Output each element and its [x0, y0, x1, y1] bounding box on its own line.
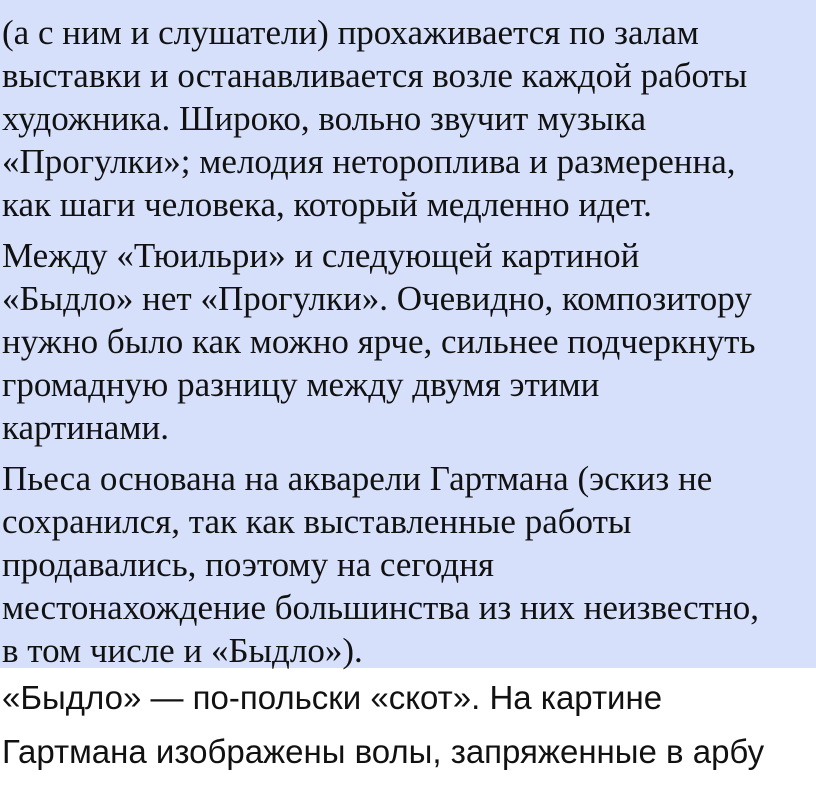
paragraph-hartmann-watercolor [2, 457, 759, 672]
paragraph-walk-description [2, 11, 747, 226]
text-line: Пьеса основана на акварели Гартмана (эскиз не [2, 459, 713, 498]
text-line: художника. Широко, вольно звучит музыка [2, 99, 647, 138]
text-line: продавались, поэтому на сегодня [2, 545, 495, 584]
text-line: «Быдло» — по-польски «скот». На картине [2, 679, 663, 716]
text-line: в том числе и «Быдло»). [2, 631, 363, 670]
text-line: нужно было как можно ярче, сильнее подчеркнуть [2, 322, 756, 361]
text-line: выставки и останавливается возле каждой работы [2, 56, 748, 95]
text-line: «Прогулки»; мелодия нетороплива и размеренна, [2, 142, 736, 181]
text-line: Гартмана изображены волы, запряженные в арбу [2, 733, 765, 770]
paragraph-bydlo-meaning [2, 671, 764, 779]
text-line: «Быдло» нет «Прогулки». Очевидно, композитору [2, 279, 752, 318]
text-line: как шаги человека, который медленно идет. [2, 185, 652, 224]
text-line: (а с ним и слушатели) прохаживается по залам [2, 13, 699, 52]
text-line: громадную разницу между двумя этими [2, 365, 600, 404]
text-line: местонахождение большинства из них неизвестно, [2, 588, 759, 627]
paragraph-tuileries-bydlo [2, 234, 755, 449]
text-line: сохранился, так как выставленные работы [2, 502, 632, 541]
text-line: Между «Тюильри» и следующей картиной [2, 236, 640, 275]
text-line: картинами. [2, 408, 169, 447]
